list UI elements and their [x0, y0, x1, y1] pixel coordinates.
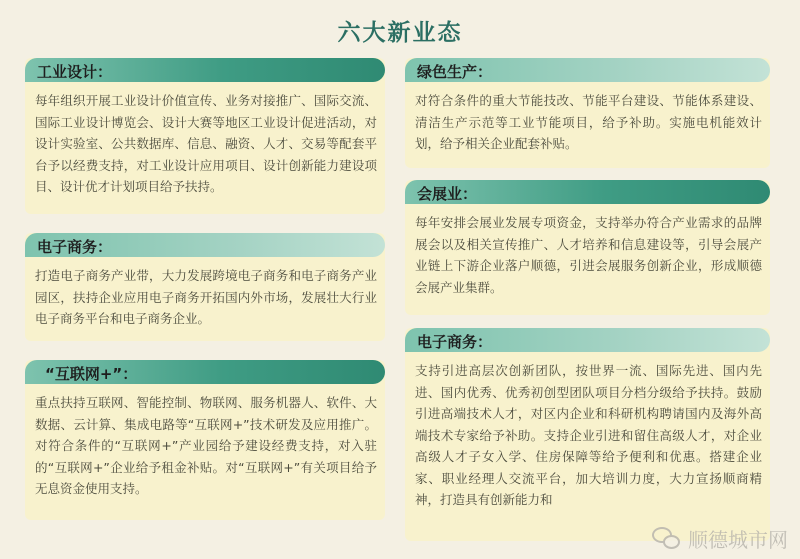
- card-exhibition: [405, 180, 770, 315]
- card-title: 电子商务：: [417, 333, 493, 351]
- card-green-production: [405, 58, 770, 168]
- card-ecommerce-left: [25, 233, 385, 341]
- card-body: 打造电子商务产业带，大力发展跨境电子商务和电子商务产业园区，扶持企业应用电子商务开拓国内外市场，发展壮大行业电子商务平台和电子商务企业。: [35, 268, 377, 326]
- card-body: 每年安排会展业发展专项资金，支持举办符合产业需求的品牌展会以及相关宣传推广、人才培养和信息建设等，引导会展产业链上下游企业落户顺德，引进会展服务创新企业，形成顺德会展产业集群。: [415, 215, 762, 295]
- card-industrial-design: [25, 58, 385, 214]
- card-ecommerce-right: [405, 328, 770, 541]
- card-body: 对符合条件的重大节能技改、节能平台建设、节能体系建设、清洁生产示范等工业节能项目，给予补助。实施电机能效计划，给予相关企业配套补贴。: [415, 93, 762, 151]
- card-title: 电子商务：: [37, 238, 113, 256]
- card-title: 工业设计：: [37, 63, 113, 81]
- card-title: 绿色生产：: [417, 63, 493, 81]
- wechat-icon: [652, 527, 682, 551]
- watermark: [652, 524, 788, 553]
- watermark-text: 顺德城市网: [688, 528, 788, 552]
- card-title: “互联网+”：: [45, 365, 138, 383]
- page-title: 六大新业态: [337, 20, 463, 46]
- card-internet-plus: [25, 360, 385, 520]
- card-body: 重点扶持互联网、智能控制、物联网、服务机器人、软件、大数据、云计算、集成电路等“互联网+”技术研发及应用推广。对符合条件的“互联网+”产业园给予建设经费支持，对入驻的“互联网+”企业给予租金补贴。对“互联网+”有关项目给予无息资金使用支持。: [35, 395, 377, 496]
- card-body: 每年组织开展工业设计价值宣传、业务对接推广、国际交流、国际工业设计博览会、设计大赛等地区工业设计促进活动，对设计实验室、公共数据库、信息、融资、人才、交易等配套平台予以经费支持，对工业设计应用项目、设计创新能力建设项目、设计优才计划项目给予扶持。: [35, 93, 377, 194]
- card-body: 支持引进高层次创新团队，按世界一流、国际先进、国内先进、国内优秀、优秀初创型团队项目分档分级给予扶持。鼓励引进高端技术人才，对区内企业和科研机构聘请国内及海外高端技术专家给予补助。支持企业引进和留住高级人才，对企业高级人才子女入学、住房保障等给予便利和优惠。搭建企业家、职业经理人交流平台，加大培训力度，大力宣扬顺商精神，打造具有创新能力和: [415, 363, 762, 507]
- card-title: 会展业：: [417, 185, 478, 203]
